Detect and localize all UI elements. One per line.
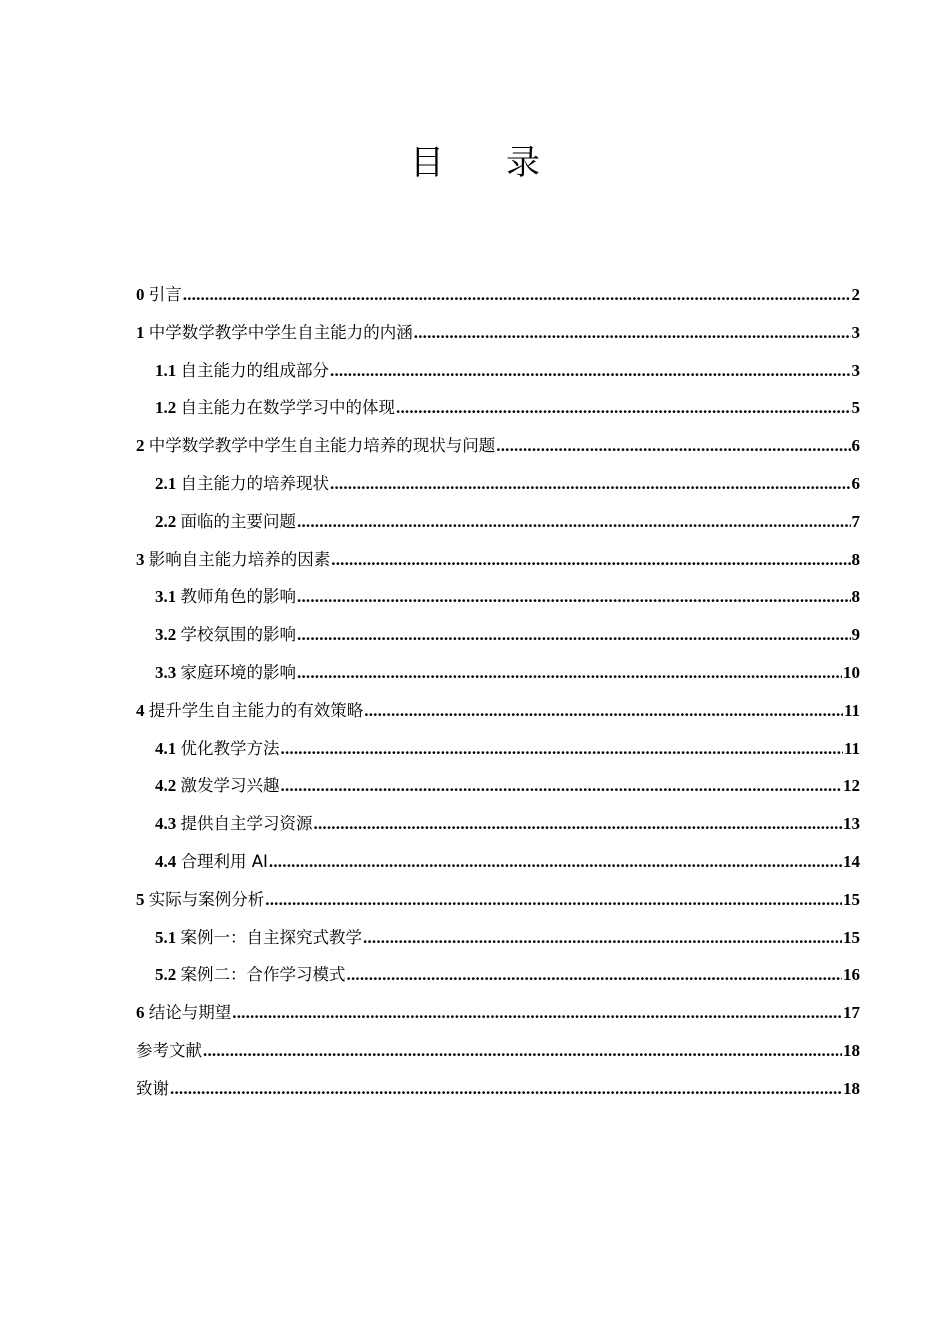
- toc-entry-label: 提供自主学习资源: [180, 814, 313, 834]
- toc-entry-label: 提升学生自主能力的有效策略: [148, 700, 364, 720]
- toc-entry-label: 家庭环境的影响: [180, 662, 296, 682]
- toc-entry-page: 18: [843, 1078, 860, 1098]
- toc-entry[interactable]: [136, 356, 860, 394]
- toc-entry-number: 3.1: [155, 587, 177, 607]
- toc-entry-label: 实际与案例分析: [148, 889, 265, 909]
- toc-entry-number: 5.2: [155, 965, 177, 985]
- toc-entry-page: 9: [851, 625, 860, 645]
- toc-entry-number: 3: [136, 549, 145, 569]
- toc-entry-page: 18: [843, 1040, 860, 1060]
- toc-leader-dots: [297, 582, 851, 612]
- toc-leader-dots: [331, 545, 850, 575]
- toc-leader-dots: [183, 280, 851, 310]
- toc-entry[interactable]: [136, 469, 860, 507]
- toc-leader-dots: [281, 734, 843, 764]
- toc-entry-page: 15: [843, 927, 860, 947]
- toc-entry[interactable]: [136, 507, 860, 545]
- toc-entry-label: 激发学习兴趣: [180, 776, 280, 796]
- toc-entry-page: 12: [843, 776, 860, 796]
- toc-leader-dots: [330, 469, 851, 499]
- toc-entry[interactable]: [136, 923, 860, 961]
- toc-entry-label: 合理利用 AI: [180, 851, 268, 871]
- toc-entry-number: 2.1: [155, 473, 177, 493]
- toc-entry[interactable]: [136, 885, 860, 923]
- toc-entry[interactable]: [136, 582, 860, 620]
- toc-entry-page: 14: [843, 851, 860, 871]
- toc-entry-page: 3: [851, 322, 860, 342]
- toc-entry[interactable]: [136, 771, 860, 809]
- toc-leader-dots: [297, 507, 851, 537]
- toc-entry-page: 7: [851, 511, 860, 531]
- toc-entry-number: 1.2: [155, 398, 177, 418]
- toc-entry[interactable]: [136, 545, 860, 583]
- toc-entry[interactable]: [136, 658, 860, 696]
- toc-entry[interactable]: [136, 393, 860, 431]
- toc-entry-page: 5: [851, 398, 860, 418]
- toc-entry[interactable]: [136, 620, 860, 658]
- toc-entry-page: 8: [851, 549, 860, 569]
- toc-entry-page: 10: [843, 662, 860, 682]
- toc-entry-number: 4: [136, 700, 145, 720]
- toc-entry-number: 2.2: [155, 511, 177, 531]
- toc-entry-page: 17: [843, 1003, 860, 1023]
- toc-entry-label: 中学数学教学中学生自主能力的内涵: [148, 322, 413, 342]
- toc-entry-number: 4.3: [155, 814, 177, 834]
- toc-entry[interactable]: [136, 318, 860, 356]
- toc-entry-page: 2: [851, 285, 860, 304]
- toc-entry-page: 3: [851, 360, 860, 380]
- toc-leader-dots: [232, 998, 842, 1028]
- toc-entry-label: 自主能力在数学学习中的体现: [180, 398, 395, 418]
- toc-entry-label: 教师角色的影响: [180, 587, 296, 607]
- toc-entry-page: 11: [843, 700, 860, 720]
- toc-entry[interactable]: [136, 280, 860, 318]
- title-char-2: 录: [506, 143, 540, 183]
- toc-entry-label: 案例二：合作学习模式: [180, 965, 346, 985]
- toc-entry-page: 8: [851, 587, 860, 607]
- toc-entry-page: 16: [843, 965, 860, 985]
- toc-entry[interactable]: [136, 734, 860, 772]
- toc-entry-label: 中学数学教学中学生自主能力培养的现状与问题: [148, 436, 496, 456]
- toc-entry[interactable]: [136, 809, 860, 847]
- toc-entry-page: 6: [851, 436, 860, 456]
- toc-entry-number: 4.1: [155, 738, 177, 758]
- toc-entry-number: 4.2: [155, 776, 177, 796]
- toc-entry-label: 致谢: [136, 1078, 169, 1098]
- toc-entry-label: 影响自主能力培养的因素: [148, 549, 331, 569]
- toc-leader-dots: [265, 885, 842, 915]
- toc-leader-dots: [314, 809, 843, 839]
- toc-entry-label: 自主能力的培养现状: [180, 473, 329, 493]
- toc-entry[interactable]: [136, 1036, 860, 1074]
- toc-entry-label: 结论与期望: [148, 1003, 232, 1023]
- toc-entry[interactable]: [136, 696, 860, 734]
- toc-entry-number: 2: [136, 436, 145, 456]
- toc-leader-dots: [496, 431, 850, 461]
- toc-leader-dots: [170, 1074, 842, 1104]
- toc-leader-dots: [414, 318, 851, 348]
- toc-entry-number: 4.4: [155, 851, 177, 871]
- toc-leader-dots: [330, 356, 851, 386]
- toc-entry-number: 6: [136, 1003, 145, 1023]
- toc-entry-number: 3.2: [155, 625, 177, 645]
- toc-entry-label: 参考文献: [136, 1040, 202, 1060]
- page-title: [0, 138, 950, 188]
- toc-entry[interactable]: [136, 960, 860, 998]
- toc-entry-number: 1.1: [155, 360, 177, 380]
- toc-entry-page: 15: [843, 889, 860, 909]
- title-char-1: 目: [410, 143, 444, 183]
- toc-leader-dots: [347, 960, 843, 990]
- toc-leader-dots: [364, 696, 843, 726]
- toc-leader-dots: [396, 393, 851, 423]
- toc-entry-label: 自主能力的组成部分: [180, 360, 329, 380]
- toc-leader-dots: [363, 923, 842, 953]
- toc-entry[interactable]: [136, 431, 860, 469]
- toc-entry-number: 3.3: [155, 662, 177, 682]
- toc-leader-dots: [297, 658, 842, 688]
- toc-leader-dots: [281, 771, 843, 801]
- toc-entry-number: 1: [136, 322, 145, 342]
- toc-leader-dots: [297, 620, 851, 650]
- toc-entry-label: 学校氛围的影响: [180, 625, 296, 645]
- toc-entry-page: 6: [851, 473, 860, 493]
- toc-entry[interactable]: [136, 847, 860, 885]
- toc-leader-dots: [269, 847, 842, 877]
- toc-list: [136, 280, 860, 1112]
- toc-entry[interactable]: [136, 1074, 860, 1112]
- toc-entry-page: 13: [843, 814, 860, 834]
- toc-leader-dots: [203, 1036, 842, 1066]
- toc-entry-label: 案例一：自主探究式教学: [180, 927, 362, 947]
- toc-entry-label: 引言: [148, 285, 182, 304]
- toc-entry-number: 0: [136, 285, 145, 304]
- toc-entry-label: 面临的主要问题: [180, 511, 296, 531]
- toc-entry-label: 优化教学方法: [180, 738, 280, 758]
- toc-entry[interactable]: [136, 998, 860, 1036]
- toc-entry-number: 5.1: [155, 927, 177, 947]
- toc-entry-page: 11: [843, 738, 860, 758]
- toc-entry-number: 5: [136, 889, 145, 909]
